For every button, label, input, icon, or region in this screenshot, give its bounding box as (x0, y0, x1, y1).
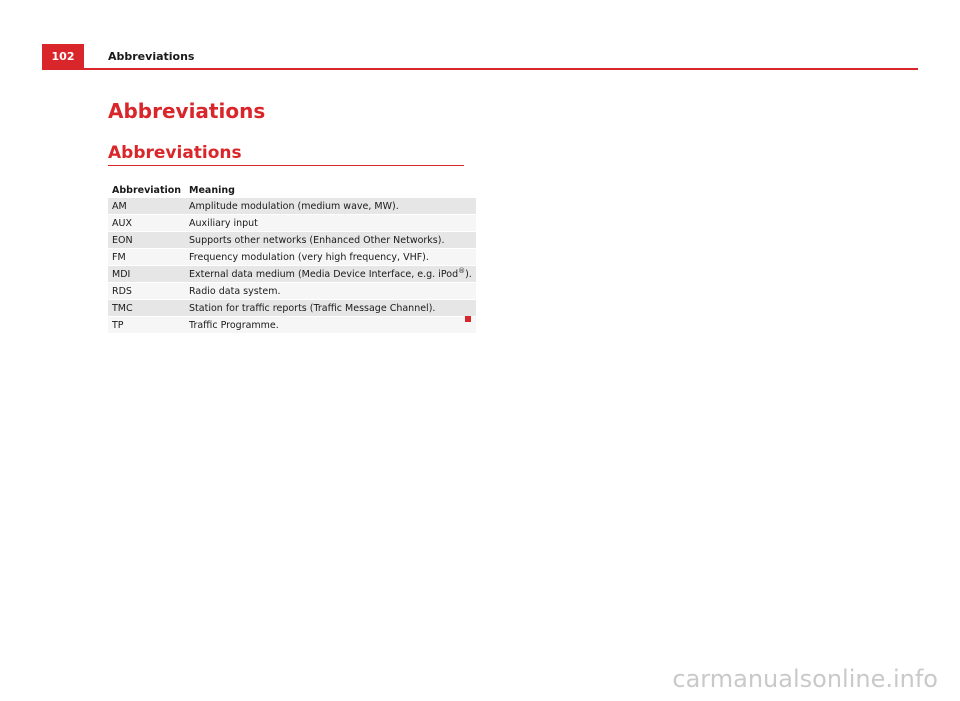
watermark: carmanualsonline.info (672, 665, 938, 693)
abbreviation-cell: AUX (108, 215, 185, 232)
abbreviation-cell: RDS (108, 283, 185, 300)
page-number: 102 (42, 44, 84, 68)
header-title: Abbreviations (108, 50, 195, 63)
abbreviations-table (108, 182, 476, 334)
page-header (42, 44, 918, 70)
meaning-cell: Supports other networks (Enhanced Other Networks). (185, 232, 476, 249)
meaning-tail: ). (465, 268, 472, 280)
abbreviation-cell: TMC (108, 300, 185, 317)
abbreviation-cell: MDI (108, 266, 185, 283)
abbreviation-cell: EON (108, 232, 185, 249)
table-row (108, 300, 476, 317)
abbreviations-section (108, 142, 472, 334)
column-header-meaning: Meaning (185, 182, 476, 198)
section-title: Abbreviations (108, 142, 464, 166)
registered-mark: ® (458, 266, 466, 275)
table-row (108, 232, 476, 249)
meaning-text: External data medium (Media Device Interface, e.g. iPod (189, 268, 459, 280)
meaning-cell: Frequency modulation (very high frequency, VHF). (185, 249, 476, 266)
abbreviation-cell: FM (108, 249, 185, 266)
meaning-cell: Radio data system. (185, 283, 476, 300)
table-row (108, 266, 476, 283)
meaning-cell: Auxiliary input (185, 215, 476, 232)
abbreviation-cell: TP (108, 317, 185, 334)
table-row (108, 317, 476, 334)
meaning-cell: Station for traffic reports (Traffic Message Channel). (185, 300, 476, 317)
table-header-row (108, 182, 476, 198)
meaning-cell (185, 266, 476, 283)
meaning-cell: Traffic Programme. (185, 317, 476, 334)
table-row (108, 215, 476, 232)
meaning-cell: Amplitude modulation (medium wave, MW). (185, 198, 476, 215)
column-header-abbreviation: Abbreviation (108, 182, 185, 198)
main-title: Abbreviations (108, 99, 266, 123)
table-row (108, 198, 476, 215)
table-row (108, 249, 476, 266)
section-end-marker-icon (465, 316, 471, 322)
table-row (108, 283, 476, 300)
abbreviation-cell: AM (108, 198, 185, 215)
